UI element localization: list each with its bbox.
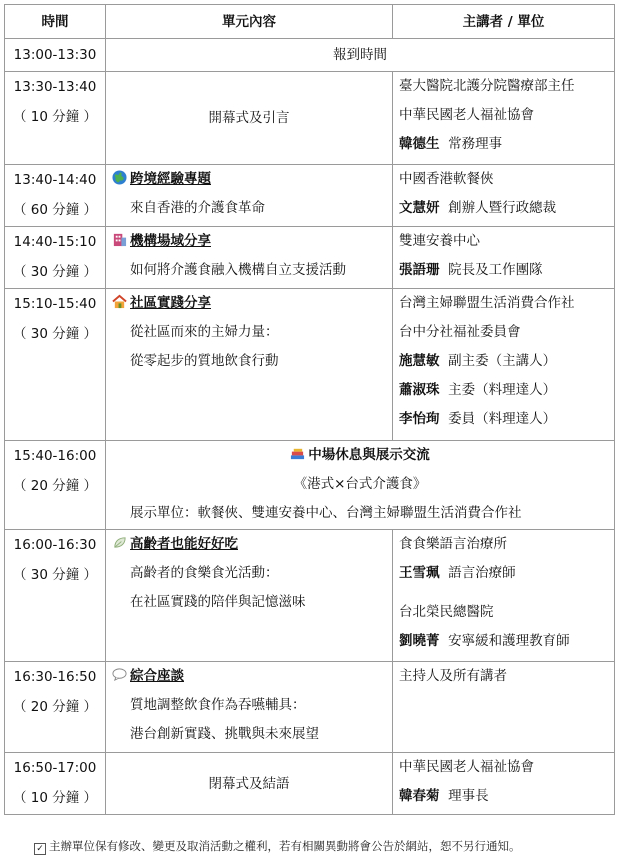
time-cell — [5, 72, 106, 165]
speaker-role: 主委（料理達人） — [448, 382, 557, 398]
speaker-name: 張語珊 — [399, 262, 440, 278]
note-text: 主辦單位保有修改、變更及取消活動之權利，若有相關異動將會公告於網站，恕不另行通知。 — [49, 839, 521, 853]
speaker-role: 創辦人暨行政總裁 — [448, 200, 557, 216]
speaker-name: 韓德生 — [399, 136, 440, 152]
break-cell — [106, 441, 615, 530]
speaker-org: 中華民國老人福祉協會 — [399, 107, 534, 123]
speaker-cell — [393, 165, 615, 227]
header-time: 時間 — [5, 5, 106, 39]
session-topic: 機構場域分享 — [130, 233, 211, 249]
header-speaker: 主講者 / 單位 — [393, 5, 615, 39]
time-cell — [5, 662, 106, 753]
books-icon — [290, 446, 305, 461]
table-row — [5, 662, 615, 753]
speaker-role: 委員（料理達人） — [448, 411, 557, 427]
session-topic: 社區實踐分享 — [130, 295, 211, 311]
duration: （ 20 分鐘 ） — [12, 699, 98, 715]
time-range: 13:30-13:40 — [13, 79, 97, 95]
time-cell — [5, 441, 106, 530]
session-topic: 綜合座談 — [130, 668, 184, 684]
speaker-role: 理事長 — [448, 788, 489, 804]
speaker-person — [393, 376, 614, 405]
speaker-org: 食食樂語言治療所 — [399, 536, 507, 552]
speaker-org: 台中分社福祉委員會 — [399, 324, 521, 340]
session-topic: 高齡者也能好好吃 — [130, 536, 238, 552]
speaker-person — [393, 194, 614, 223]
exhibit-units: 展示單位：軟餐俠、雙連安養中心、台灣主婦聯盟生活消費合作社 — [130, 505, 522, 521]
checkbox-icon: ✓ — [34, 843, 46, 855]
table-row — [5, 753, 615, 815]
speech-bubble-icon — [112, 667, 127, 682]
session-desc: 從零起步的質地飲食行動 — [130, 353, 279, 369]
duration: （ 10 分鐘 ） — [12, 109, 98, 125]
session-desc: 港台創新實踐、挑戰與未來展望 — [130, 726, 319, 742]
duration: （ 60 分鐘 ） — [12, 202, 98, 218]
speaker-cell — [393, 72, 615, 165]
speaker-cell — [393, 289, 615, 441]
session-cell — [106, 165, 393, 227]
session-cell — [106, 289, 393, 441]
schedule-table — [4, 4, 615, 815]
table-header-row — [5, 5, 615, 39]
time-range: 14:40-15:10 — [13, 234, 97, 250]
session-topic: 跨境經驗專題 — [130, 171, 211, 187]
table-row — [5, 72, 615, 165]
speaker-org: 主持人及所有講者 — [399, 668, 507, 684]
speaker-cell — [393, 753, 615, 815]
session-desc: 質地調整飲食作為吞嚥輔具： — [130, 697, 306, 713]
session-title: 閉幕式及結語 — [106, 753, 393, 815]
time-cell — [5, 165, 106, 227]
session-desc: 從社區而來的主婦力量： — [130, 324, 279, 340]
session-desc: 高齡者的食樂食光活動： — [130, 565, 279, 581]
speaker-person — [393, 405, 614, 434]
table-row — [5, 530, 615, 662]
speaker-person — [393, 347, 614, 376]
break-subtitle: 《港式×台式介護食》 — [293, 476, 427, 492]
house-icon — [112, 294, 127, 309]
time-cell — [5, 753, 106, 815]
time-range: 16:30-16:50 — [13, 669, 97, 685]
table-row — [5, 289, 615, 441]
header-content: 單元內容 — [106, 5, 393, 39]
session-desc: 來自香港的介護食革命 — [130, 200, 265, 216]
table-row — [5, 39, 615, 72]
speaker-name: 文慧妍 — [399, 200, 440, 216]
speaker-org: 台灣主婦聯盟生活消費合作社 — [399, 295, 575, 311]
session-desc: 如何將介護食融入機構自立支援活動 — [130, 262, 346, 278]
session-cell — [106, 530, 393, 662]
speaker-name: 韓春菊 — [399, 788, 440, 804]
duration: （ 30 分鐘 ） — [12, 567, 98, 583]
time-range: 16:50-17:00 — [13, 760, 97, 776]
speaker-person — [393, 627, 614, 656]
speaker-org: 中華民國老人福祉協會 — [399, 759, 534, 775]
speaker-org: 臺大醫院北護分院醫療部主任 — [399, 78, 575, 94]
speaker-name: 劉曉菁 — [399, 633, 440, 649]
session-cell — [106, 662, 393, 753]
time-cell — [5, 530, 106, 662]
duration: （ 30 分鐘 ） — [12, 326, 98, 342]
session-desc: 在社區實踐的陪伴與記憶滋味 — [130, 594, 306, 610]
speaker-org: 雙連安養中心 — [399, 233, 480, 249]
duration: （ 10 分鐘 ） — [12, 790, 98, 806]
globe-icon — [112, 170, 127, 185]
session-cell — [106, 227, 393, 289]
speaker-person — [393, 256, 614, 285]
table-row — [5, 441, 615, 530]
speaker-role: 副主委（主講人） — [448, 353, 557, 369]
speaker-org: 中國香港軟餐俠 — [399, 171, 494, 187]
speaker-cell — [393, 530, 615, 662]
speaker-role: 院長及工作團隊 — [448, 262, 543, 278]
speaker-person — [393, 782, 614, 811]
footer-note — [34, 838, 521, 855]
speaker-name: 王雪珮 — [399, 565, 440, 581]
table-row — [5, 227, 615, 289]
duration: （ 30 分鐘 ） — [12, 264, 98, 280]
time-cell — [5, 39, 106, 72]
speaker-role: 語言治療師 — [448, 565, 516, 581]
leaf-icon — [112, 535, 127, 550]
time-cell — [5, 227, 106, 289]
time-range: 15:40-16:00 — [13, 448, 97, 464]
speaker-name: 施慧敏 — [399, 353, 440, 369]
registration-cell: 報到時間 — [106, 39, 615, 72]
speaker-org: 台北榮民總醫院 — [399, 604, 494, 620]
time-range: 15:10-15:40 — [13, 296, 97, 312]
duration: （ 20 分鐘 ） — [12, 478, 98, 494]
speaker-name: 李怡珣 — [399, 411, 440, 427]
time-range: 13:00-13:30 — [13, 47, 97, 63]
speaker-cell — [393, 227, 615, 289]
speaker-person — [393, 130, 614, 159]
speaker-person — [393, 559, 614, 588]
table-row — [5, 165, 615, 227]
speaker-role: 安寧緩和護理教育師 — [448, 633, 570, 649]
break-title: 中場休息與展示交流 — [308, 447, 430, 463]
time-range: 13:40-14:40 — [13, 172, 97, 188]
speaker-role: 常務理事 — [448, 136, 503, 152]
time-cell — [5, 289, 106, 441]
speaker-cell — [393, 662, 615, 753]
speaker-name: 蕭淑珠 — [399, 382, 440, 398]
session-title: 開幕式及引言 — [106, 72, 393, 165]
building-icon — [112, 232, 127, 247]
time-range: 16:00-16:30 — [13, 537, 97, 553]
